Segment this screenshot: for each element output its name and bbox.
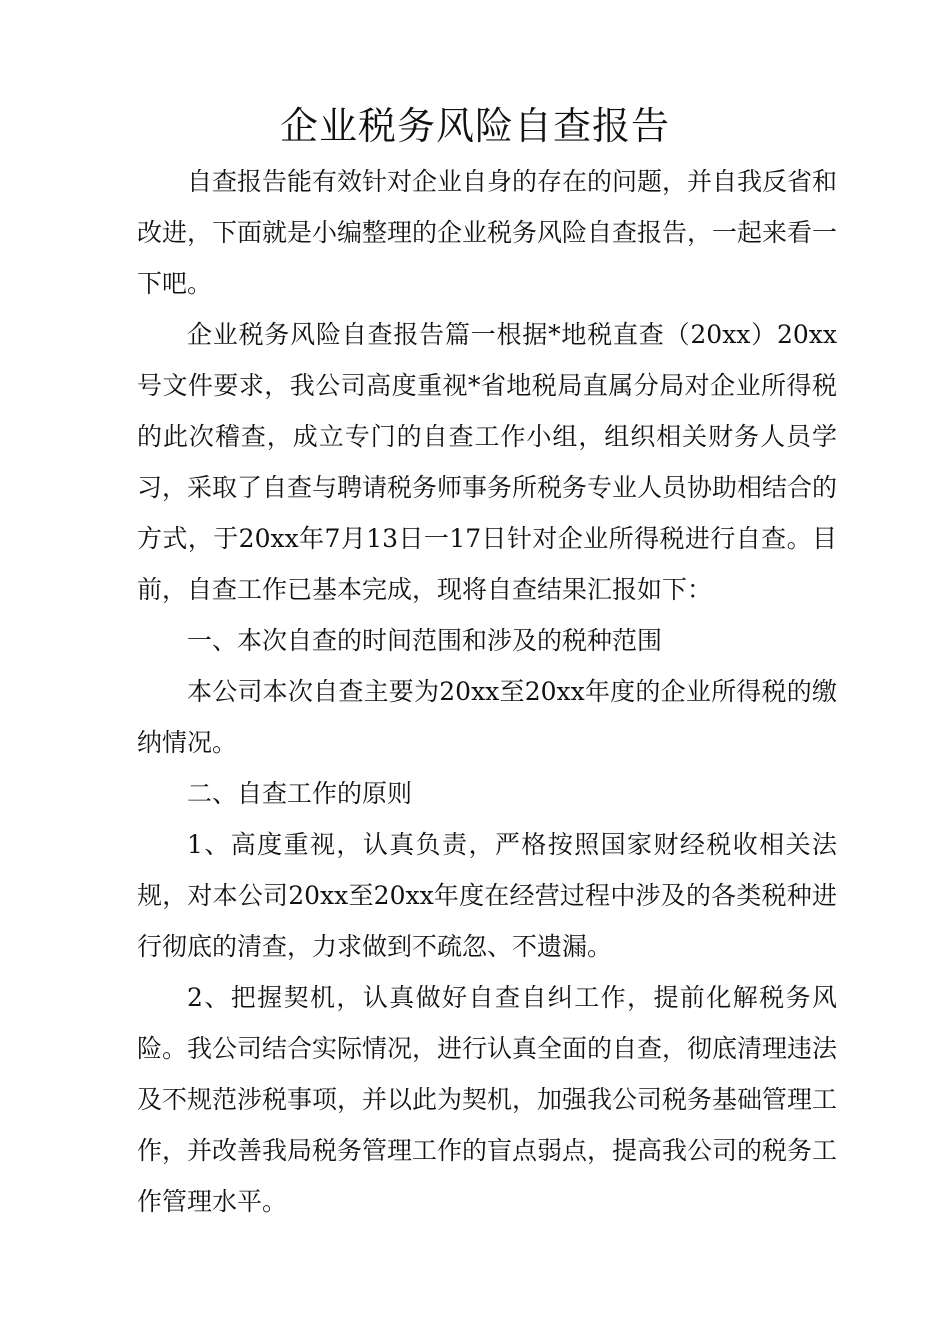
paragraph-principle-1: 1、高度重视，认真负责，严格按照国家财经税收相关法规，对本公司20xx至20xx年度在经营过程中涉及的各类税种进行彻底的清查，力求做到不疏忽、不遗漏。 <box>137 830 837 961</box>
document-title: 企业税务风险自查报告 <box>279 104 670 148</box>
section-heading-principles: 二、自查工作的原则 <box>187 779 413 808</box>
section-heading-scope: 一、本次自查的时间范围和涉及的税种范围 <box>187 626 663 655</box>
paragraph-scope: 本公司本次自查主要为20xx至20xx年度的企业所得税的缴纳情况。 <box>137 677 837 757</box>
paragraph-intro: 自查报告能有效针对企业自身的存在的问题，并自我反省和改进，下面就是小编整理的企业税务风险自查报告，一起来看一下吧。 <box>137 167 838 298</box>
paragraph-report-background: 企业税务风险自查报告篇一根据*地税直查（20xx）20xx号文件要求，我公司高度重视*省地税局直属分局对企业所得税的此次稽查，成立专门的自查工作小组，组织相关财务人员学习，采取了自查与聘请税务师事务所税务专业人员协助相结合的方式，于20xx年7月13日一17日针对企业所得税进行自查。目前，自查工作已基本完成，现将自查结果汇报如下： <box>137 320 838 604</box>
paragraph-principle-2: 2、把握契机，认真做好自查自纠工作，提前化解税务风险。我公司结合实际情况，进行认真全面的自查，彻底清理违法及不规范涉税事项，并以此为契机，加强我公司税务基础管理工作，并改善我局税务管理工作的盲点弱点，提高我公司的税务工作管理水平。 <box>137 983 838 1216</box>
document-body <box>137 156 837 1227</box>
